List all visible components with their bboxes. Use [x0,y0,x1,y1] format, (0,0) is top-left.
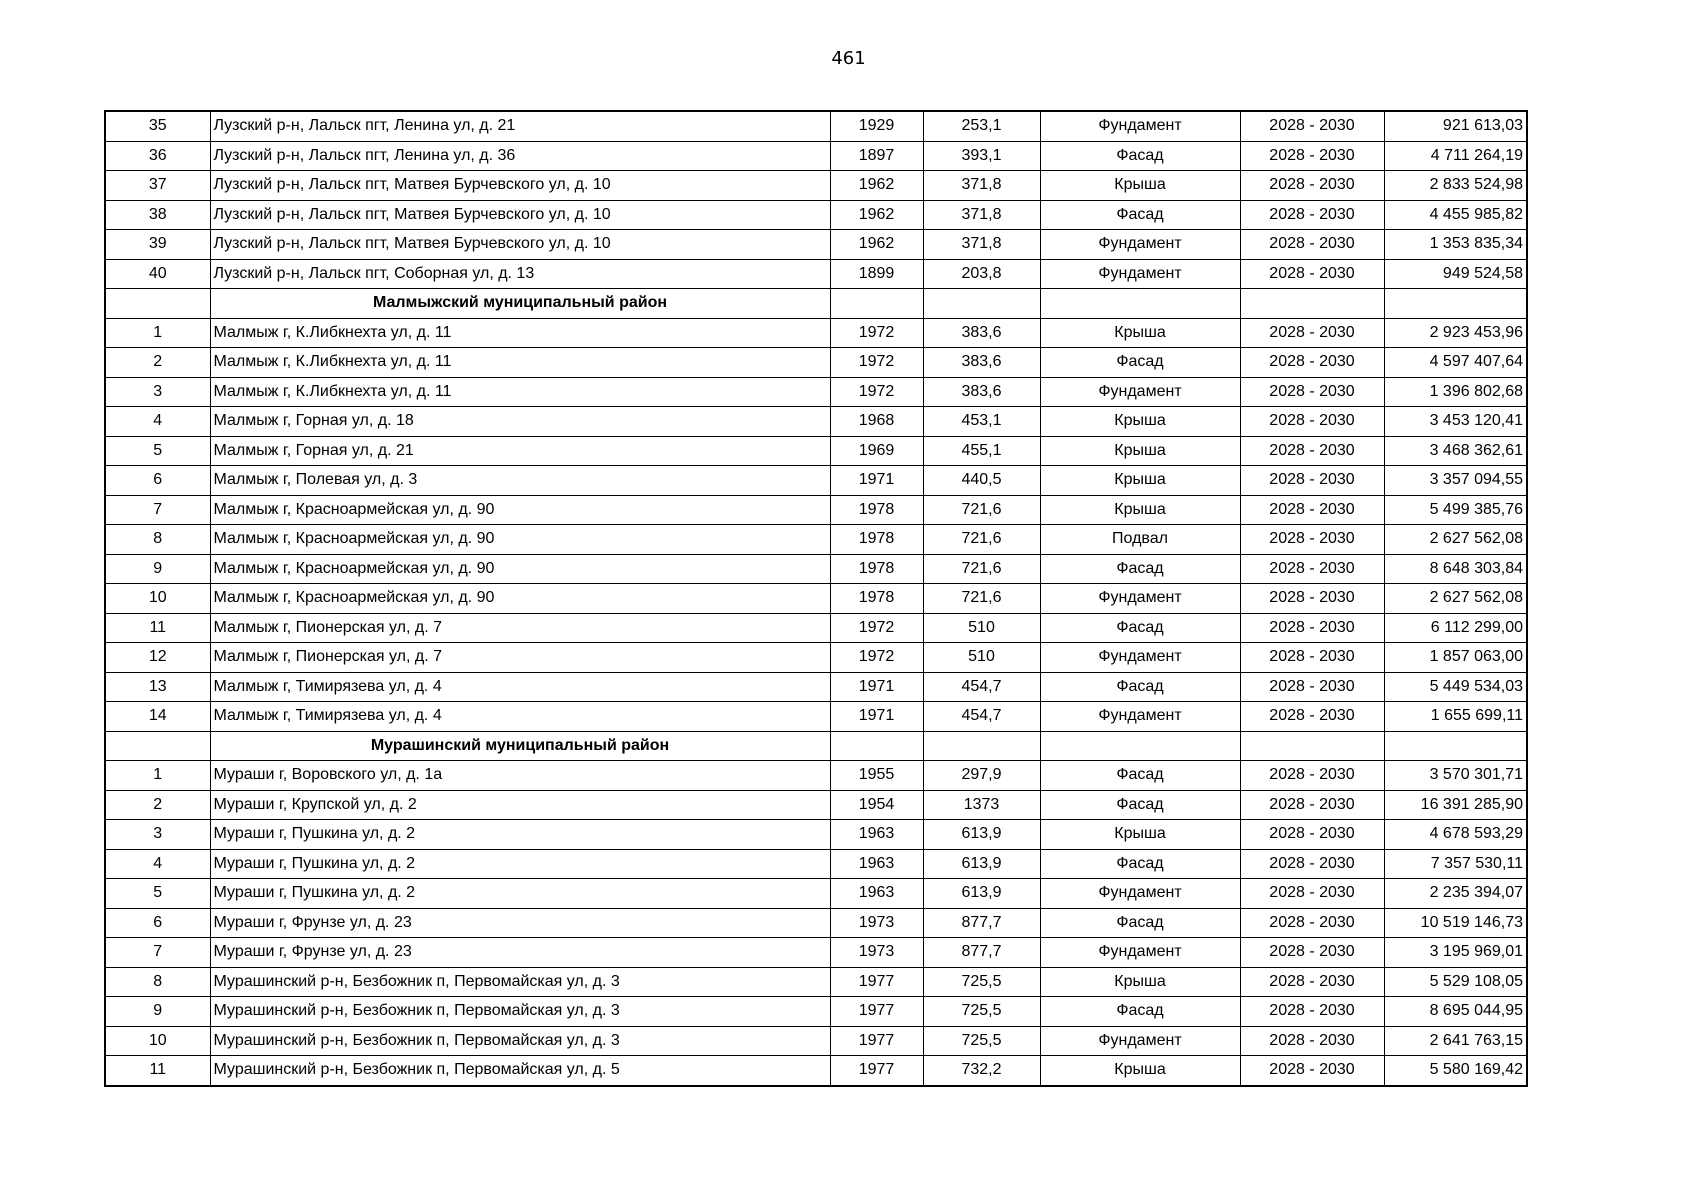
table-row [105,111,1527,141]
address: Лузский р-н, Лальск пгт, Матвея Бурчевского ул, д. 10 [210,230,830,260]
repair-cost: 4 455 985,82 [1384,200,1527,230]
construction-year: 1972 [830,348,923,378]
empty-cell [923,289,1040,319]
construction-year: 1929 [830,111,923,141]
construction-year: 1962 [830,230,923,260]
repair-period: 2028 - 2030 [1240,495,1384,525]
row-number: 4 [105,407,210,437]
repair-cost: 1 396 802,68 [1384,377,1527,407]
work-type: Фасад [1040,908,1240,938]
repair-period: 2028 - 2030 [1240,259,1384,289]
table-row [105,997,1527,1027]
work-type: Крыша [1040,407,1240,437]
table-row [105,230,1527,260]
work-type: Крыша [1040,318,1240,348]
row-number: 11 [105,1056,210,1086]
repair-period: 2028 - 2030 [1240,613,1384,643]
address: Малмыж г, Красноармейская ул, д. 90 [210,525,830,555]
table-row [105,1056,1527,1086]
construction-year: 1977 [830,967,923,997]
row-number: 35 [105,111,210,141]
repair-cost: 16 391 285,90 [1384,790,1527,820]
row-number: 10 [105,1026,210,1056]
total-area: 1373 [923,790,1040,820]
empty-cell [1040,731,1240,761]
repair-cost: 4 711 264,19 [1384,141,1527,171]
construction-year: 1899 [830,259,923,289]
repair-period: 2028 - 2030 [1240,141,1384,171]
address: Мурашинский р-н, Безбожник п, Первомайская ул, д. 3 [210,997,830,1027]
work-type: Крыша [1040,171,1240,201]
total-area: 613,9 [923,820,1040,850]
table-row [105,525,1527,555]
row-number: 39 [105,230,210,260]
address: Лузский р-н, Лальск пгт, Матвея Бурчевского ул, д. 10 [210,171,830,201]
address: Мураши г, Пушкина ул, д. 2 [210,879,830,909]
repair-period: 2028 - 2030 [1240,702,1384,732]
total-area: 383,6 [923,348,1040,378]
construction-year: 1978 [830,584,923,614]
total-area: 877,7 [923,938,1040,968]
table-row [105,348,1527,378]
table-row [105,908,1527,938]
address: Лузский р-н, Лальск пгт, Матвея Бурчевского ул, д. 10 [210,200,830,230]
total-area: 510 [923,613,1040,643]
repair-period: 2028 - 2030 [1240,111,1384,141]
construction-year: 1973 [830,938,923,968]
work-type: Фундамент [1040,879,1240,909]
repair-period: 2028 - 2030 [1240,407,1384,437]
repair-period: 2028 - 2030 [1240,200,1384,230]
address: Мураши г, Воровского ул, д. 1а [210,761,830,791]
repair-cost: 3 570 301,71 [1384,761,1527,791]
address: Малмыж г, Тимирязева ул, д. 4 [210,672,830,702]
table-row [105,879,1527,909]
total-area: 721,6 [923,525,1040,555]
work-type: Фасад [1040,348,1240,378]
repair-cost: 3 468 362,61 [1384,436,1527,466]
repair-cost: 2 641 763,15 [1384,1026,1527,1056]
total-area: 371,8 [923,200,1040,230]
construction-year: 1963 [830,879,923,909]
table-row [105,141,1527,171]
address: Мураши г, Крупской ул, д. 2 [210,790,830,820]
construction-year: 1971 [830,466,923,496]
repair-cost: 3 453 120,41 [1384,407,1527,437]
work-type: Фундамент [1040,259,1240,289]
total-area: 725,5 [923,967,1040,997]
address: Мураши г, Фрунзе ул, д. 23 [210,908,830,938]
repair-period: 2028 - 2030 [1240,849,1384,879]
construction-year: 1972 [830,613,923,643]
total-area: 732,2 [923,1056,1040,1086]
work-type: Фундамент [1040,1026,1240,1056]
repair-period: 2028 - 2030 [1240,377,1384,407]
row-number: 11 [105,613,210,643]
table-row [105,1026,1527,1056]
total-area: 613,9 [923,849,1040,879]
empty-cell [1384,731,1527,761]
register-body [105,111,1527,1086]
address: Лузский р-н, Лальск пгт, Ленина ул, д. 36 [210,141,830,171]
total-area: 613,9 [923,879,1040,909]
row-number: 40 [105,259,210,289]
table-row [105,613,1527,643]
construction-year: 1955 [830,761,923,791]
construction-year: 1977 [830,1056,923,1086]
address: Малмыж г, Пионерская ул, д. 7 [210,643,830,673]
table-row [105,407,1527,437]
address: Малмыж г, Полевая ул, д. 3 [210,466,830,496]
page-number: 461 [831,48,866,69]
repair-period: 2028 - 2030 [1240,908,1384,938]
total-area: 383,6 [923,318,1040,348]
total-area: 721,6 [923,554,1040,584]
row-number: 5 [105,436,210,466]
total-area: 455,1 [923,436,1040,466]
work-type: Фасад [1040,997,1240,1027]
section-header-row [105,731,1527,761]
address: Мурашинский р-н, Безбожник п, Первомайская ул, д. 3 [210,967,830,997]
repair-period: 2028 - 2030 [1240,761,1384,791]
construction-year: 1972 [830,318,923,348]
table-row [105,584,1527,614]
row-number: 1 [105,761,210,791]
construction-year: 1971 [830,702,923,732]
construction-year: 1977 [830,1026,923,1056]
repair-register-table [104,110,1528,1087]
work-type: Фасад [1040,613,1240,643]
address: Малмыж г, К.Либкнехта ул, д. 11 [210,377,830,407]
row-number: 8 [105,525,210,555]
work-type: Фундамент [1040,377,1240,407]
repair-cost: 5 449 534,03 [1384,672,1527,702]
row-number: 3 [105,377,210,407]
repair-period: 2028 - 2030 [1240,554,1384,584]
construction-year: 1972 [830,377,923,407]
section-header-row [105,289,1527,319]
repair-period: 2028 - 2030 [1240,643,1384,673]
work-type: Фасад [1040,141,1240,171]
row-number: 38 [105,200,210,230]
total-area: 371,8 [923,171,1040,201]
work-type: Фасад [1040,200,1240,230]
work-type: Подвал [1040,525,1240,555]
repair-cost: 2 833 524,98 [1384,171,1527,201]
repair-period: 2028 - 2030 [1240,879,1384,909]
address: Малмыж г, Красноармейская ул, д. 90 [210,554,830,584]
address: Лузский р-н, Лальск пгт, Соборная ул, д. 13 [210,259,830,289]
empty-cell [830,289,923,319]
total-area: 454,7 [923,672,1040,702]
total-area: 454,7 [923,702,1040,732]
table-row [105,702,1527,732]
construction-year: 1978 [830,495,923,525]
work-type: Фасад [1040,761,1240,791]
repair-period: 2028 - 2030 [1240,171,1384,201]
row-number: 5 [105,879,210,909]
total-area: 721,6 [923,495,1040,525]
construction-year: 1977 [830,997,923,1027]
address: Мураши г, Пушкина ул, д. 2 [210,820,830,850]
total-area: 510 [923,643,1040,673]
section-title: Малмыжский муниципальный район [210,289,830,319]
row-number: 7 [105,495,210,525]
work-type: Фасад [1040,790,1240,820]
address: Малмыж г, Тимирязева ул, д. 4 [210,702,830,732]
table-row [105,820,1527,850]
table-row [105,790,1527,820]
address: Лузский р-н, Лальск пгт, Ленина ул, д. 21 [210,111,830,141]
repair-cost: 2 235 394,07 [1384,879,1527,909]
construction-year: 1969 [830,436,923,466]
table-row [105,554,1527,584]
row-number: 12 [105,643,210,673]
row-number: 6 [105,466,210,496]
total-area: 725,5 [923,1026,1040,1056]
row-number: 13 [105,672,210,702]
construction-year: 1963 [830,849,923,879]
work-type: Фундамент [1040,938,1240,968]
construction-year: 1978 [830,525,923,555]
address: Малмыж г, К.Либкнехта ул, д. 11 [210,318,830,348]
total-area: 393,1 [923,141,1040,171]
address: Малмыж г, К.Либкнехта ул, д. 11 [210,348,830,378]
repair-cost: 4 678 593,29 [1384,820,1527,850]
repair-cost: 2 627 562,08 [1384,584,1527,614]
table-row [105,436,1527,466]
total-area: 440,5 [923,466,1040,496]
repair-cost: 921 613,03 [1384,111,1527,141]
work-type: Крыша [1040,1056,1240,1086]
repair-period: 2028 - 2030 [1240,1026,1384,1056]
row-number: 4 [105,849,210,879]
total-area: 203,8 [923,259,1040,289]
repair-period: 2028 - 2030 [1240,348,1384,378]
empty-cell [1240,289,1384,319]
address: Малмыж г, Красноармейская ул, д. 90 [210,584,830,614]
repair-period: 2028 - 2030 [1240,466,1384,496]
table-row [105,377,1527,407]
repair-cost: 8 648 303,84 [1384,554,1527,584]
row-number: 10 [105,584,210,614]
empty-cell [105,731,210,761]
table-row [105,171,1527,201]
total-area: 297,9 [923,761,1040,791]
work-type: Фундамент [1040,230,1240,260]
address: Малмыж г, Горная ул, д. 18 [210,407,830,437]
table-row [105,849,1527,879]
total-area: 253,1 [923,111,1040,141]
table-row [105,761,1527,791]
empty-cell [1040,289,1240,319]
repair-cost: 1 655 699,11 [1384,702,1527,732]
repair-cost: 5 580 169,42 [1384,1056,1527,1086]
repair-cost: 5 499 385,76 [1384,495,1527,525]
address: Мурашинский р-н, Безбожник п, Первомайская ул, д. 5 [210,1056,830,1086]
repair-cost: 3 195 969,01 [1384,938,1527,968]
construction-year: 1962 [830,171,923,201]
work-type: Фасад [1040,554,1240,584]
row-number: 1 [105,318,210,348]
address: Мураши г, Пушкина ул, д. 2 [210,849,830,879]
address: Малмыж г, Красноармейская ул, д. 90 [210,495,830,525]
construction-year: 1897 [830,141,923,171]
row-number: 9 [105,997,210,1027]
repair-period: 2028 - 2030 [1240,1056,1384,1086]
total-area: 371,8 [923,230,1040,260]
repair-cost: 1 857 063,00 [1384,643,1527,673]
empty-cell [923,731,1040,761]
repair-cost: 1 353 835,34 [1384,230,1527,260]
row-number: 2 [105,790,210,820]
row-number: 36 [105,141,210,171]
row-number: 9 [105,554,210,584]
row-number: 7 [105,938,210,968]
work-type: Фасад [1040,672,1240,702]
repair-cost: 3 357 094,55 [1384,466,1527,496]
row-number: 14 [105,702,210,732]
repair-period: 2028 - 2030 [1240,584,1384,614]
table-row [105,967,1527,997]
row-number: 6 [105,908,210,938]
work-type: Крыша [1040,466,1240,496]
empty-cell [830,731,923,761]
work-type: Крыша [1040,967,1240,997]
work-type: Крыша [1040,820,1240,850]
total-area: 721,6 [923,584,1040,614]
row-number: 37 [105,171,210,201]
construction-year: 1972 [830,643,923,673]
table-row [105,938,1527,968]
repair-period: 2028 - 2030 [1240,967,1384,997]
construction-year: 1963 [830,820,923,850]
section-title: Мурашинский муниципальный район [210,731,830,761]
row-number: 2 [105,348,210,378]
total-area: 453,1 [923,407,1040,437]
repair-period: 2028 - 2030 [1240,436,1384,466]
work-type: Фундамент [1040,702,1240,732]
repair-period: 2028 - 2030 [1240,790,1384,820]
row-number: 8 [105,967,210,997]
repair-cost: 6 112 299,00 [1384,613,1527,643]
construction-year: 1971 [830,672,923,702]
work-type: Фундамент [1040,584,1240,614]
table-row [105,200,1527,230]
address: Мурашинский р-н, Безбожник п, Первомайская ул, д. 3 [210,1026,830,1056]
repair-period: 2028 - 2030 [1240,318,1384,348]
empty-cell [105,289,210,319]
total-area: 877,7 [923,908,1040,938]
construction-year: 1954 [830,790,923,820]
table-row [105,495,1527,525]
work-type: Крыша [1040,436,1240,466]
repair-cost: 2 923 453,96 [1384,318,1527,348]
table-row [105,466,1527,496]
empty-cell [1384,289,1527,319]
construction-year: 1968 [830,407,923,437]
repair-period: 2028 - 2030 [1240,525,1384,555]
construction-year: 1962 [830,200,923,230]
work-type: Фасад [1040,849,1240,879]
repair-cost: 7 357 530,11 [1384,849,1527,879]
empty-cell [1240,731,1384,761]
repair-cost: 4 597 407,64 [1384,348,1527,378]
address: Мураши г, Фрунзе ул, д. 23 [210,938,830,968]
total-area: 725,5 [923,997,1040,1027]
table-row [105,672,1527,702]
row-number: 3 [105,820,210,850]
repair-period: 2028 - 2030 [1240,997,1384,1027]
repair-cost: 5 529 108,05 [1384,967,1527,997]
construction-year: 1973 [830,908,923,938]
address: Малмыж г, Горная ул, д. 21 [210,436,830,466]
table-row [105,259,1527,289]
repair-cost: 949 524,58 [1384,259,1527,289]
work-type: Фундамент [1040,643,1240,673]
repair-period: 2028 - 2030 [1240,820,1384,850]
repair-cost: 8 695 044,95 [1384,997,1527,1027]
table-row [105,318,1527,348]
work-type: Фундамент [1040,111,1240,141]
repair-cost: 2 627 562,08 [1384,525,1527,555]
total-area: 383,6 [923,377,1040,407]
table-row [105,643,1527,673]
repair-period: 2028 - 2030 [1240,938,1384,968]
address: Малмыж г, Пионерская ул, д. 7 [210,613,830,643]
work-type: Крыша [1040,495,1240,525]
repair-period: 2028 - 2030 [1240,230,1384,260]
construction-year: 1978 [830,554,923,584]
repair-cost: 10 519 146,73 [1384,908,1527,938]
repair-period: 2028 - 2030 [1240,672,1384,702]
